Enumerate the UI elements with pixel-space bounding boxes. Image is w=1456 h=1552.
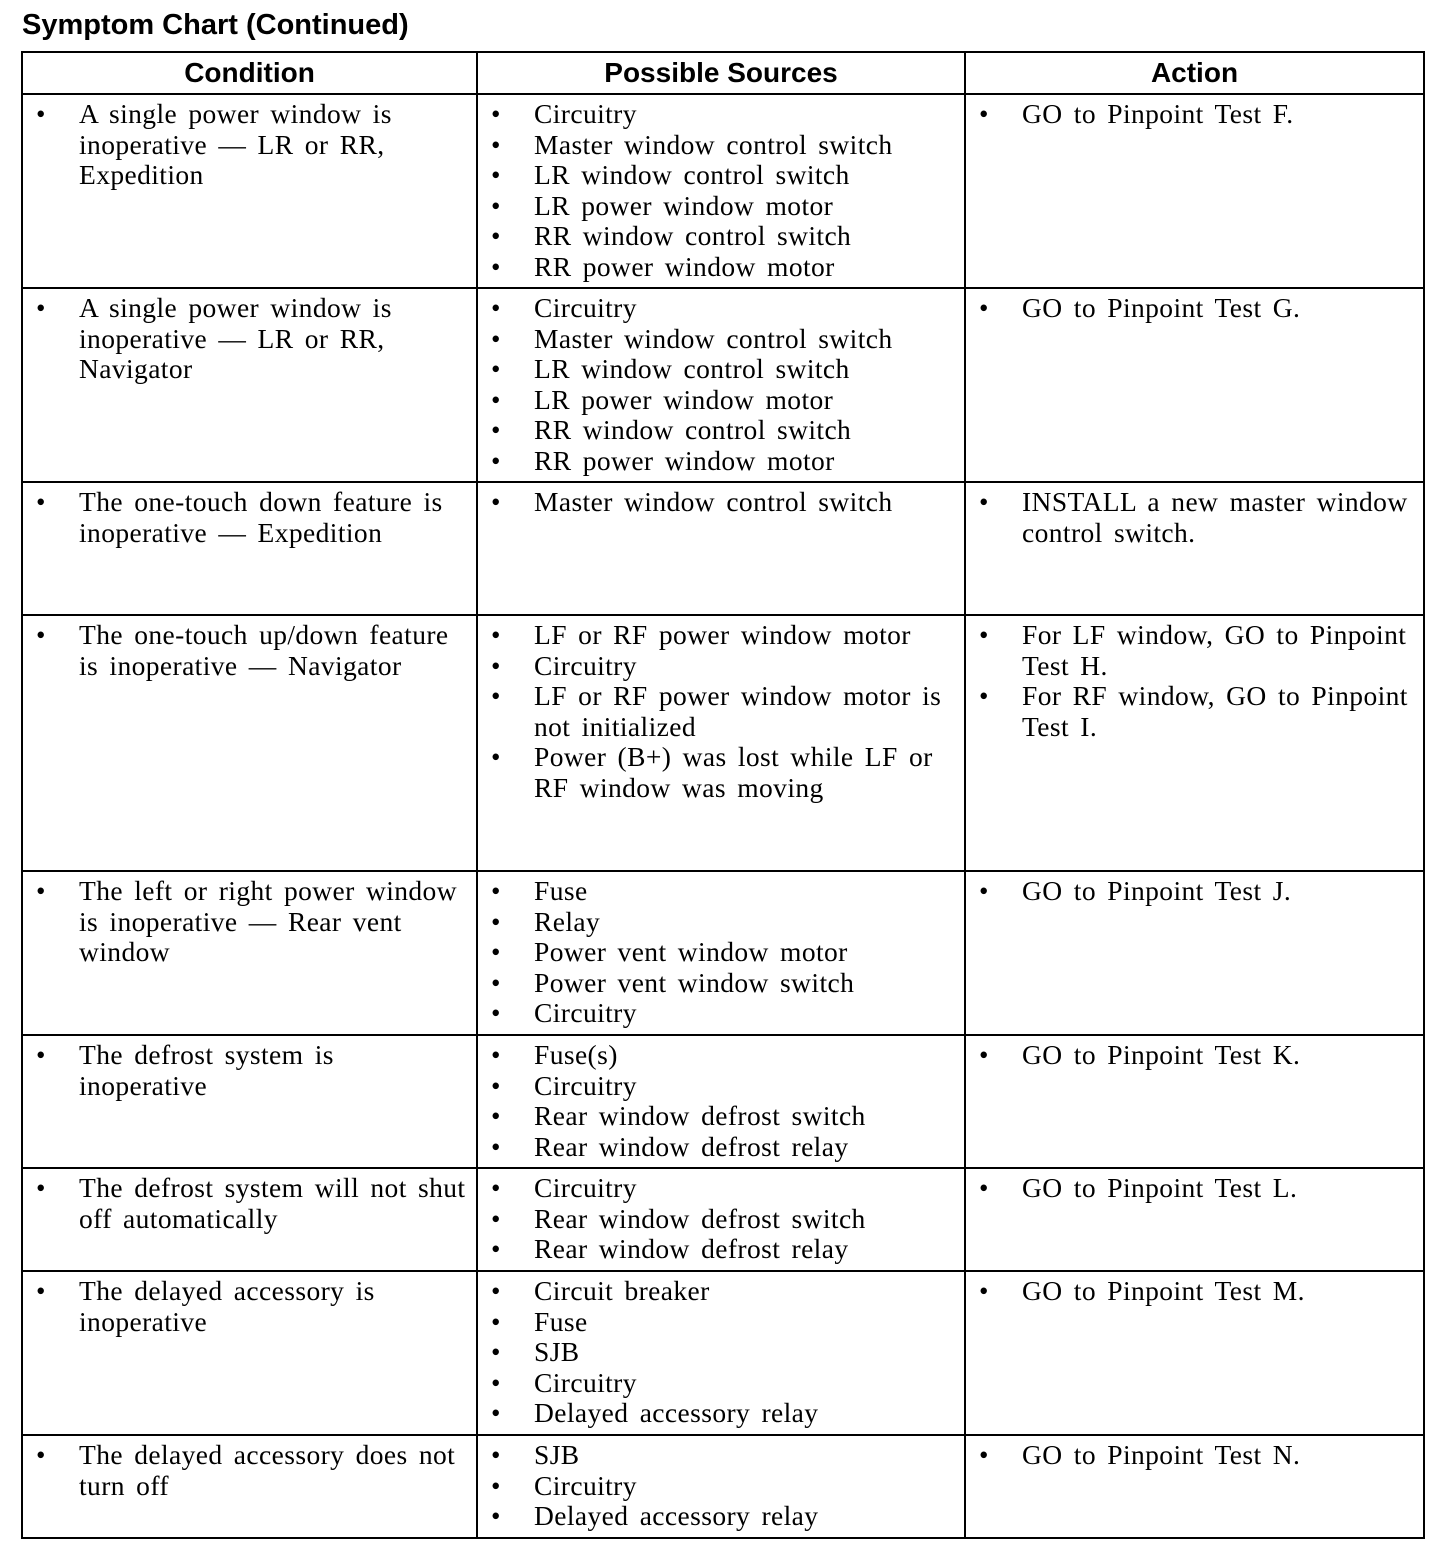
sources-cell xyxy=(477,1168,965,1271)
table-header-row xyxy=(22,52,1424,94)
source-item: • Rear window defrost relay xyxy=(478,1234,964,1265)
condition-cell xyxy=(22,1271,477,1435)
page-title: Symptom Chart (Continued) xyxy=(22,9,409,41)
source-item: • LF or RF power window motor xyxy=(478,620,964,651)
table-row xyxy=(22,1271,1424,1435)
source-item: • Power vent window switch xyxy=(478,968,964,999)
sources-cell xyxy=(477,615,965,871)
source-item: • SJB xyxy=(478,1440,964,1471)
condition-cell xyxy=(22,1435,477,1538)
source-item: • Circuitry xyxy=(478,998,964,1029)
source-item: • Rear window defrost relay xyxy=(478,1132,964,1163)
source-item: • Power (B+) was lost while LF or RF window was moving xyxy=(478,742,964,803)
source-item: • RR power window motor xyxy=(478,252,964,283)
condition-cell xyxy=(22,94,477,288)
condition-cell xyxy=(22,615,477,871)
source-item: • Master window control switch xyxy=(478,324,964,355)
source-item: • Power vent window motor xyxy=(478,937,964,968)
source-item: • Relay xyxy=(478,907,964,938)
source-item: • Circuitry xyxy=(478,1368,964,1399)
sources-cell xyxy=(477,94,965,288)
source-item: • Circuitry xyxy=(478,293,964,324)
condition-cell xyxy=(22,1168,477,1271)
action-cell xyxy=(965,1035,1424,1168)
source-item: • LR window control switch xyxy=(478,354,964,385)
source-item: • Circuitry xyxy=(478,1071,964,1102)
action-cell xyxy=(965,482,1424,615)
action-cell xyxy=(965,871,1424,1035)
condition-cell xyxy=(22,871,477,1035)
source-item: • RR window control switch xyxy=(478,415,964,446)
action-cell xyxy=(965,94,1424,288)
source-item: • LR window control switch xyxy=(478,160,964,191)
condition-item: • The defrost system is inoperative xyxy=(23,1040,476,1101)
source-item: • Circuitry xyxy=(478,1173,964,1204)
condition-item: • A single power window is inoperative — LR or RR, Expedition xyxy=(23,99,476,191)
source-item: • LR power window motor xyxy=(478,191,964,222)
condition-cell xyxy=(22,1035,477,1168)
action-item: • GO to Pinpoint Test F. xyxy=(966,99,1423,130)
condition-item: • A single power window is inoperative — LR or RR, Navigator xyxy=(23,293,476,385)
table-row xyxy=(22,482,1424,615)
table-row xyxy=(22,871,1424,1035)
source-item: • Circuitry xyxy=(478,1471,964,1502)
sources-cell xyxy=(477,288,965,482)
condition-item: • The one-touch down feature is inoperative — Expedition xyxy=(23,487,476,548)
action-cell xyxy=(965,615,1424,871)
sources-cell xyxy=(477,1035,965,1168)
source-item: • Rear window defrost switch xyxy=(478,1204,964,1235)
source-item: • Circuit breaker xyxy=(478,1276,964,1307)
source-item: • Master window control switch xyxy=(478,130,964,161)
sources-cell xyxy=(477,482,965,615)
source-item: • Circuitry xyxy=(478,651,964,682)
action-item: • GO to Pinpoint Test J. xyxy=(966,876,1423,907)
condition-item: • The delayed accessory does not turn off xyxy=(23,1440,476,1501)
source-item: • Fuse xyxy=(478,876,964,907)
source-item: • SJB xyxy=(478,1337,964,1368)
header-condition: Condition xyxy=(22,52,477,94)
action-item: • GO to Pinpoint Test K. xyxy=(966,1040,1423,1071)
action-item: • GO to Pinpoint Test N. xyxy=(966,1440,1423,1471)
source-item: • Fuse xyxy=(478,1307,964,1338)
source-item: • Master window control switch xyxy=(478,487,964,518)
action-cell xyxy=(965,1271,1424,1435)
source-item: • Delayed accessory relay xyxy=(478,1398,964,1429)
source-item: • LR power window motor xyxy=(478,385,964,416)
header-possible-sources: Possible Sources xyxy=(477,52,965,94)
table-row xyxy=(22,1168,1424,1271)
source-item: • Fuse(s) xyxy=(478,1040,964,1071)
action-item: • GO to Pinpoint Test M. xyxy=(966,1276,1423,1307)
condition-item: • The delayed accessory is inoperative xyxy=(23,1276,476,1337)
sources-cell xyxy=(477,871,965,1035)
header-action: Action xyxy=(965,52,1424,94)
action-item: • INSTALL a new master window control switch. xyxy=(966,487,1423,548)
table-row xyxy=(22,94,1424,288)
action-item: • For LF window, GO to Pinpoint Test H. xyxy=(966,620,1423,681)
action-item: • GO to Pinpoint Test L. xyxy=(966,1173,1423,1204)
action-item: • GO to Pinpoint Test G. xyxy=(966,293,1423,324)
condition-item: • The defrost system will not shut off automatically xyxy=(23,1173,476,1234)
source-item: • RR power window motor xyxy=(478,446,964,477)
source-item: • LF or RF power window motor is not initialized xyxy=(478,681,964,742)
table-row xyxy=(22,615,1424,871)
source-item: • RR window control switch xyxy=(478,221,964,252)
action-cell xyxy=(965,1168,1424,1271)
sources-cell xyxy=(477,1271,965,1435)
table-row xyxy=(22,288,1424,482)
action-cell xyxy=(965,1435,1424,1538)
condition-item: • The one-touch up/down feature is inoperative — Navigator xyxy=(23,620,476,681)
sources-cell xyxy=(477,1435,965,1538)
condition-cell xyxy=(22,288,477,482)
table-row xyxy=(22,1035,1424,1168)
table-row xyxy=(22,1435,1424,1538)
condition-cell xyxy=(22,482,477,615)
source-item: • Rear window defrost switch xyxy=(478,1101,964,1132)
source-item: • Circuitry xyxy=(478,99,964,130)
symptom-chart-table xyxy=(21,51,1425,1539)
source-item: • Delayed accessory relay xyxy=(478,1501,964,1532)
condition-item: • The left or right power window is inoperative — Rear vent window xyxy=(23,876,476,968)
action-cell xyxy=(965,288,1424,482)
action-item: • For RF window, GO to Pinpoint Test I. xyxy=(966,681,1423,742)
